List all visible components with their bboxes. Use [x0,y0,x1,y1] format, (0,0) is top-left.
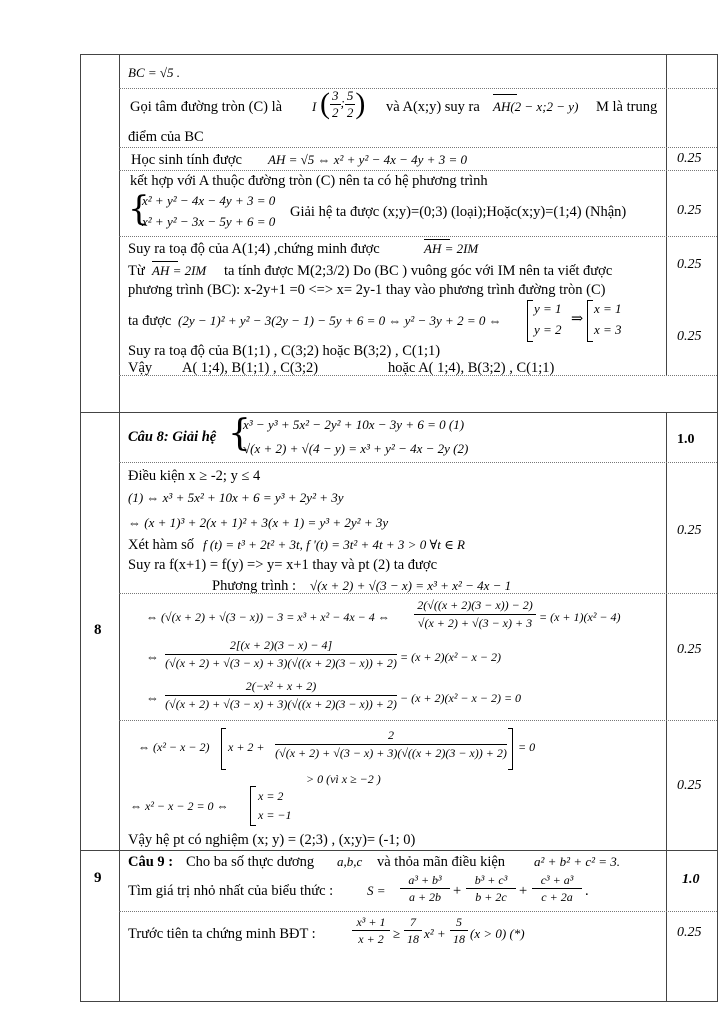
q8-r1-num: 2(√((x + 2)(3 − x)) − 2) [414,597,536,615]
line-vay-b: A( 1;4), B(1;1) , C(3;2) [182,360,319,376]
system-brace: { [128,189,150,229]
q9-g2-num: 7 [404,914,422,931]
line-tu-a: Từ [128,263,145,279]
points: 1.0 [682,872,700,887]
q8-r3-num: 2(−x² + x + 2) [165,678,397,696]
q9-l3c: x² + [424,926,446,941]
vector-arrow [493,94,517,95]
table-border-col2b [666,412,667,1002]
q8-r3-fraction [165,678,397,713]
q8-r1a: ⇔ (√(x + 2) + √(3 − x)) − 3 = x³ + x² − 4x − 4 ⇔ [146,610,390,624]
score: 0.25 [677,203,702,218]
q9-l3b: ≥ [393,926,401,941]
sol-x1: x = 1 [594,301,622,316]
line-center-a: Gọi tâm đường tròn (C) là [130,99,283,115]
q8-r2-num: 2[(x + 2)(3 − x) − 4] [165,637,397,655]
line-kh: kết hợp với A thuộc đường tròn (C) nên ta có hệ phương trình [130,173,488,189]
table-border-col1 [119,54,120,1002]
line-center-b: và A(x;y) suy ra [386,99,480,115]
q8-s2: > 0 (vì x ≥ −2 ) [306,772,381,786]
q8-line1: (1) ⇔ x³ + 5x² + 10x + 6 = y³ + 2y² + 3y [128,490,344,505]
q9-frac1-den: a + 2b [408,890,442,904]
row-sep [119,88,717,89]
sys1-a: x² + y² − 4x − 4y + 3 = 0 [142,193,276,208]
q9-g1-den: x + 2 [358,932,384,946]
q9-frac3-den: c + 2a [541,890,573,904]
q8-r1b: = (x + 1)(x² − 4) [539,610,621,624]
q9-frac1-num: a³ + b³ [400,872,450,889]
q8-line4: Suy ra f(x+1) = f(y) => y= x+1 thay và pt (2) ta được [128,557,438,573]
period: . [585,883,589,899]
q8-s1b: x + 2 + [228,740,265,754]
q8-s3b: x = 2 [258,789,284,803]
table-border-right [717,54,718,1002]
q9-frac1 [400,872,450,905]
q8-line2: ⇔ (x + 1)³ + 2(x + 1)² + 3(x + 1) = y³ + 2y² + 3y [128,515,389,530]
line-hs-a: Học sinh tính được [131,152,242,168]
line-hs-math: AH = √5 ⇔ x² + y² − 4x − 4y + 3 = 0 [268,152,467,167]
q9-frac2-num: b³ + c³ [466,872,516,889]
line-center-c: M là trung [596,99,658,115]
q8-s3a: ⇔ x² − x − 2 = 0 ⇔ [130,799,229,813]
q8-r3a: ⇔ [146,690,159,705]
q8-eq1: x³ − y³ + 5x² − 2y² + 10x − 3y + 6 = 0 (1) [243,417,465,432]
q9-frac3 [532,872,582,905]
line-tu-b: ta tính được M(2;3/2) Do (BC ) vuông góc với IM nên ta viết được [224,263,613,279]
table-border-left [80,54,81,1002]
line-vay-c: hoặc A( 1;4), B(3;2) , C(1;1) [388,360,555,376]
q8-s1-fraction [275,727,507,762]
q8-s1c: = 0 [518,740,536,754]
sol-y1: y = 1 [534,301,562,316]
q9-l2s: S = [367,883,386,898]
q8-r3b: − (x + 2)(x² − x − 2) = 0 [400,691,522,705]
q9-ineq-frac2 [404,914,422,947]
sol-bracket [527,300,533,342]
line-toado: Suy ra toạ độ của B(1;1) , C(3;2) hoặc B(3;2) , C(1;1) [128,343,441,359]
sol-x2: x = 3 [594,322,622,337]
line-suy-a: Suy ra toạ độ của A(1;4) ,chứng minh được [128,241,380,257]
q8-r2a: ⇔ [146,649,159,664]
line-center-ah: AH(2 − x;2 − y) [493,99,579,114]
q9-l1a: Câu 9 : [128,854,174,870]
line-tadc-a: ta được [128,313,172,329]
q8-s1-den: (√(x + 2) + √(3 − x) + 3)(√((x + 2)(3 − x)) + 2) [275,746,507,760]
line-suy-math: AH = 2IM [424,241,479,256]
bracket-close [508,728,513,770]
bracket-open [221,728,226,770]
system-brace: { [228,413,251,454]
q8-title: Câu 8: Giải hệ [128,429,217,445]
center-i: I [312,99,317,114]
points: 1.0 [677,432,695,447]
q9-l1c: a,b,c [337,854,363,869]
q8-line5a: Phương trình : [212,578,297,594]
q8-r2-fraction [165,637,397,672]
sol-bracket [587,300,593,342]
sol-y2: y = 2 [534,322,562,337]
q9-l2a: Tìm giá trị nhỏ nhất của biểu thức : [128,883,334,899]
q8-r2-den: (√(x + 2) + √(3 − x) + 3)(√((x + 2)(3 − x)) + 2) [165,656,397,670]
score: 0.25 [677,523,702,538]
implies-arrow: ⇒ [571,311,584,327]
q9-g2-den: 18 [407,932,419,946]
q8-top-border [80,412,717,413]
q8-s1a: ⇔ (x² − x − 2) [138,740,210,754]
line-giai: Giải hệ ta được (x;y)=(0;3) (loại);Hoặc(x;y)=(1;4) (Nhận) [290,204,627,220]
q9-g3-num: 5 [450,914,468,931]
score: 0.25 [677,778,702,793]
table-bottom-border [80,1001,717,1002]
row-sep [119,170,717,171]
q8-s1-num: 2 [275,727,507,745]
line-center-d: điểm của BC [128,129,204,145]
q9-l1e: a² + b² + c² = 3. [534,854,621,869]
q8-line3a: Xét hàm số [128,537,195,553]
row-sep [119,720,717,721]
score: 0.25 [677,151,702,166]
q8-s3c: x = −1 [258,808,292,822]
line-vay-a: Vậy [128,360,153,376]
q9-ineq-frac3 [450,914,468,947]
q8-condition: Điều kiện x ≥ -2; y ≤ 4 [128,468,261,484]
q9-l3d: (x > 0) (*) [470,926,525,941]
score: 0.25 [677,329,702,344]
score: 0.25 [677,642,702,657]
plus-sign: + [453,883,462,899]
q8-line3b: f (t) = t³ + 2t² + 3t, f '(t) = 3t² + 4t + 3 > 0 ∀t ∈ R [203,537,465,552]
q9-l3a: Trước tiên ta chứng minh BĐT : [128,926,316,942]
q8-r1-fraction [414,597,536,632]
table-border-col2 [666,54,667,375]
q9-frac3-num: c³ + a³ [532,872,582,889]
q9-l1d: và thỏa mãn điều kiện [377,854,506,870]
row-sep [119,911,717,912]
score: 0.25 [677,257,702,272]
line-tadc-math: (2y − 1)² + y² − 3(2y − 1) − 5y + 6 = 0 ⇔ y² − 3y + 2 = 0 ⇔ [178,313,502,328]
q9-g3-den: 18 [453,932,465,946]
line-bc: BC = √5 . [128,65,181,80]
q9-g1-num: x³ + 1 [352,914,390,931]
score: 0.25 [677,925,702,940]
q8-r3-den: (√(x + 2) + √(3 − x) + 3)(√((x + 2)(3 − x)) + 2) [165,697,397,711]
q9-frac2 [466,872,516,905]
q8-r2b: = (x + 2)(x² − x − 2) [400,650,501,664]
question-number: 8 [94,622,102,638]
row-sep [119,147,717,148]
q9-l1b: Cho ba số thực dương [186,854,315,870]
row-sep [119,236,717,237]
line-tu-math: AH = 2IM [152,263,207,278]
q9-ineq-frac1 [352,914,390,947]
table-top-border [80,54,717,55]
q9-frac2-den: b + 2c [475,890,507,904]
sys1-b: x² + y² − 3x − 5y + 6 = 0 [142,214,276,229]
line-pt: phương trình (BC): x-2y+1 =0 <=> x= 2y-1 thay vào phương trình đường tròn (C) [128,282,606,298]
q8-eq2: √(x + 2) + √(4 − y) = x³ + y² − 4x − 2y (2) [243,441,469,456]
sol-bracket [250,786,256,826]
center-coords: ( $\frac{3}{2}$ ; $\frac{5}{2}$ ) [320,87,366,120]
q9-top-border [80,850,717,851]
row-sep [119,462,717,463]
question-number: 9 [94,870,102,886]
q8-line5b: √(x + 2) + √(3 − x) = x³ + x² − 4x − 1 [310,578,512,593]
q8-r1-den: √(x + 2) + √(3 − x) + 3 [417,616,533,630]
plus-sign: + [519,883,528,899]
q8-conclusion: Vậy hệ pt có nghiệm (x; y) = (2;3) , (x;y)= (-1; 0) [128,832,416,848]
